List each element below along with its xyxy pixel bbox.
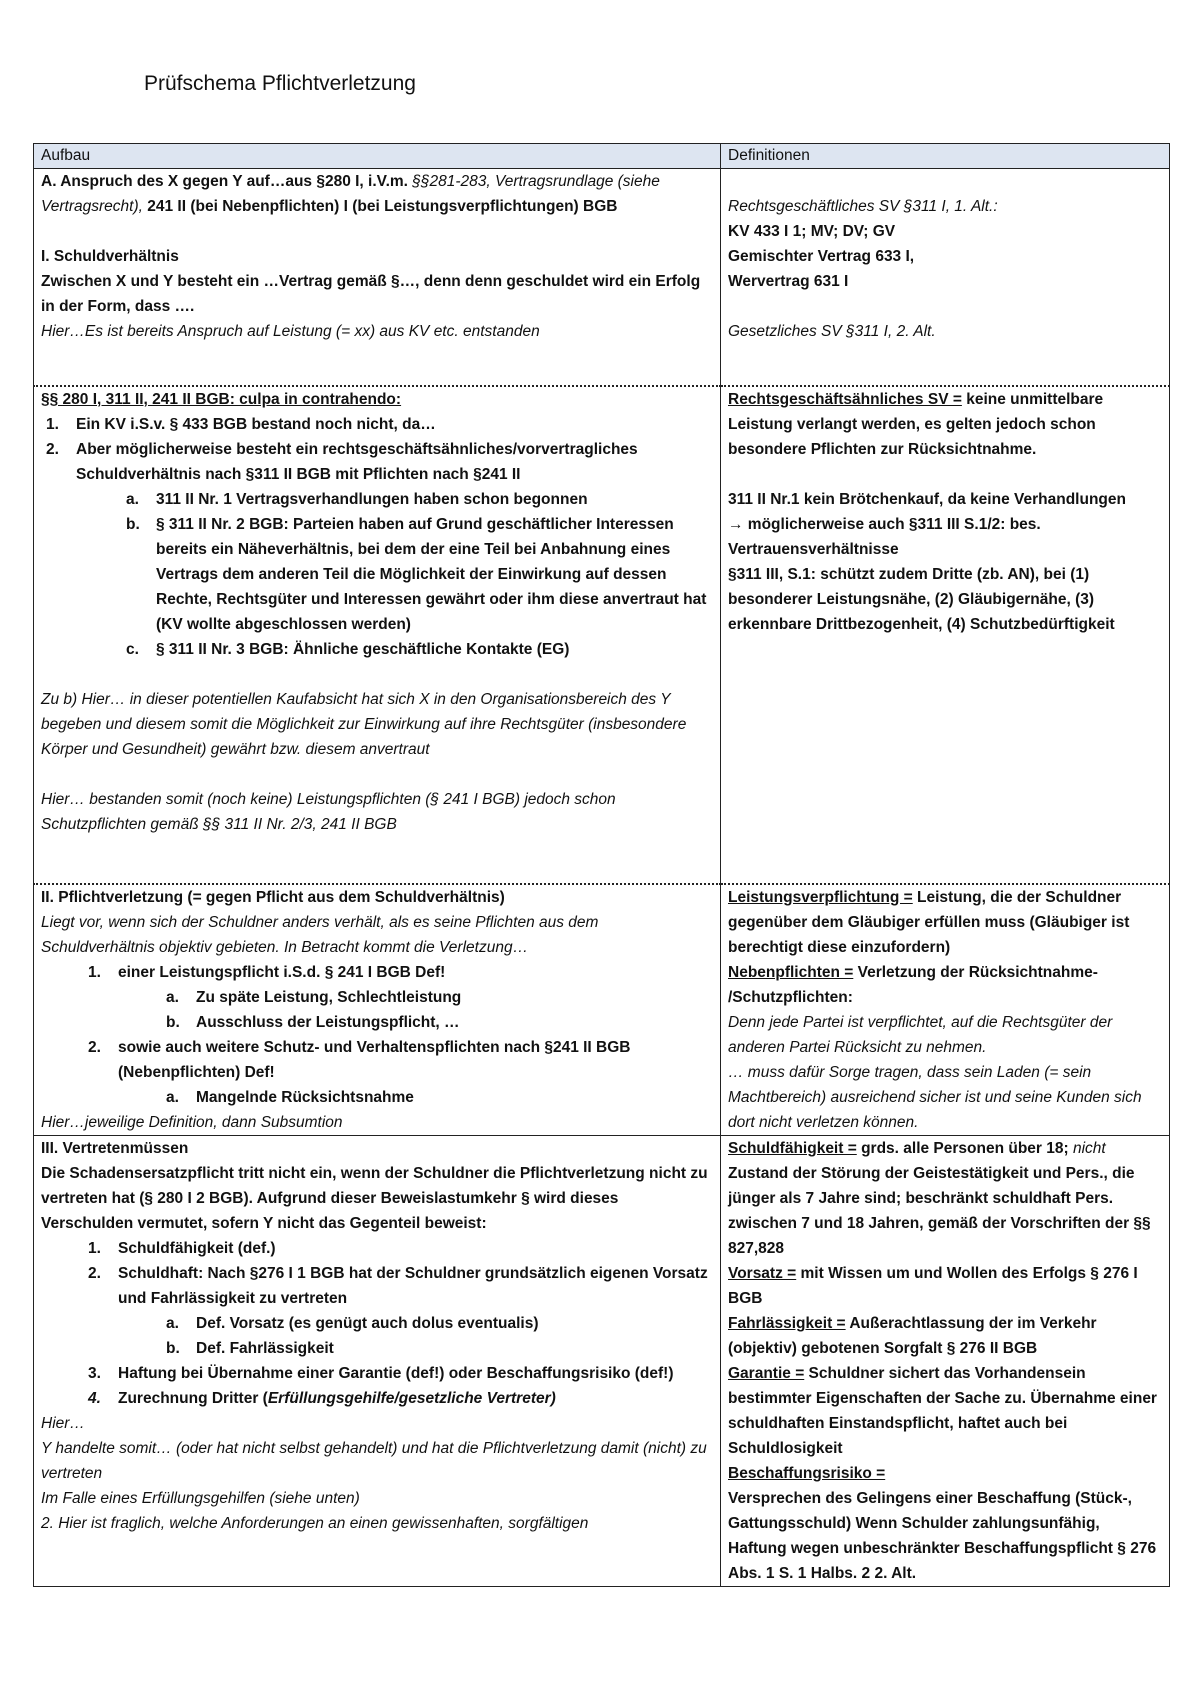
definition-cell (721, 1136, 1170, 1587)
aufbau-cell (34, 1136, 721, 1587)
list-item: b. § 311 II Nr. 2 BGB: Parteien haben auf Grund geschäftlicher Interessen bereits ein Näheverhältnis, bei dem der eine Teil bei Anbahnung eines Vertrags dem anderen Teil die Möglichkeit der Einwirkung auf dessen Rechte, Rechtsgüter und Interessen gewährt oder ihm diese anvertraut hat (126, 515, 707, 608)
list-item: c. § 311 II Nr. 3 BGB: Ähnliche geschäftliche Kontakte (EG) (126, 640, 570, 658)
definition-cell (721, 169, 1170, 386)
def-gesetzlich: Gesetzliches SV §311 I, 2. Alt. (728, 323, 936, 340)
anspruch-heading: A. Anspruch des X gegen Y auf…aus §280 I, i.V.m. §§281-283, Vertragsrundlage (siehe Vertragsrecht), 241 II (bei Nebenpflichten) I (bei Leistungsverpflichtungen) BGB (41, 173, 660, 215)
def-kv: KV 433 I 1; MV; DV; GV (728, 223, 896, 240)
def-nebenpflichten: Nebenpflichten = Verletzung der Rücksichtnahme- /Schutzpflichten: (728, 963, 1098, 1006)
table-row (34, 884, 1170, 1136)
def-rgae-sv: Rechtsgeschäftsähnliches SV = keine unmittelbare Leistung verlangt werden, es gelten jedoch schon besondere Pflichten zur Rücksichtnahme. (728, 390, 1104, 458)
def-ruecksicht: Denn jede Partei ist verpflichtet, auf die Rechtsgüter der anderen Partei Rücksicht zu nehmen. (728, 1013, 1113, 1056)
vertretenmuessen-heading: III. Vertretenmüssen (41, 1140, 189, 1157)
list-item: 2. sowie auch weitere Schutz- und Verhaltenspflichten nach §241 II BGB (Nebenpflichten) Def! (88, 1038, 631, 1081)
list-item: b. Ausschluss der Leistungspflicht, … (166, 1013, 460, 1031)
hier-note: Hier…Es ist bereits Anspruch auf Leistung (= xx) aus KV etc. entstanden (41, 323, 540, 340)
def-beschaffungsrisiko-label: Beschaffungsrisiko = (728, 1465, 886, 1482)
def-vertrauen: → möglicherweise auch §311 III S.1/2: bes. Vertrauensverhältnisse (728, 515, 1041, 558)
def-garantie: Garantie = Schuldner sichert das Vorhandensein bestimmter Eigenschaften der Sache zu. Übernahme einer schuldhaften Einstandspflicht, haftet auch bei Schuldlosigkeit (728, 1365, 1157, 1457)
list-item: 4. Zurechnung Dritter (Erfüllungsgehilfe/gesetzliche Vertreter) (88, 1390, 556, 1407)
kv-note: (KV wollte abgeschlossen werden) (156, 615, 411, 633)
def-laden: … muss dafür Sorge tragen, dass sein Laden (= sein Machtbereich) ausreichend sicher ist und seine Kunden sich dort nicht verletzen können. (728, 1063, 1142, 1131)
def-dritte: §311 III, S.1: schützt zudem Dritte (zb. AN), bei (1) besonderer Leistungsnähe, (2) Gläubigernähe, (3) erkennbare Drittbezogenheit, (4) Schutzbedürftigkeit (728, 565, 1115, 633)
aufbau-cell (34, 169, 721, 386)
def-gemischt: Gemischter Vertrag 633 I, (728, 248, 915, 265)
list-item: 3. Haftung bei Übernahme einer Garantie (def!) oder Beschaffungsrisiko (def!) (88, 1365, 674, 1382)
list-item: a. Mangelnde Rücksichtsnahme (166, 1088, 414, 1106)
hier-note: Hier… (41, 1415, 85, 1432)
def-rechtsgeschaeftlich: Rechtsgeschäftliches SV §311 I, 1. Alt.: (728, 198, 998, 215)
list-item: 1. Ein KV i.S.v. § 433 BGB bestand noch nicht, da… (46, 415, 436, 433)
hier-note: Im Falle eines Erfüllungsgehilfen (siehe unten) (41, 1490, 360, 1507)
header-aufbau: Aufbau (34, 144, 721, 169)
list-item: 2. Aber möglicherweise besteht ein rechtsgeschäftsähnliches/vorvertragliches Schuldverhältnis nach §311 II BGB mit Pflichten nach §241 II (46, 440, 638, 483)
table-row (34, 386, 1170, 884)
def-beschaffungsrisiko: Versprechen des Gelingens einer Beschaffung (Stück-, Gattungsschuld) Wenn Schulder zahlungsunfähig, Haftung wegen unbeschränkter Beschaffungspflicht § 276 Abs. 1 S. 1 Halbs. 2 2. Alt. (728, 1490, 1157, 1582)
list-item: a. Def. Vorsatz (es genügt auch dolus eventualis) (166, 1315, 539, 1332)
def-leistungsverpflichtung: Leistungsverpflichtung = Leistung, die der Schuldner gegenüber dem Gläubiger erfüllen muss (Gläubiger ist berechtigt diese einzufordern) (728, 888, 1130, 956)
pflichtverletzung-intro: Liegt vor, wenn sich der Schuldner anders verhält, als es seine Pflichten aus dem Schuldverhältnis objektiv gebieten. In Betracht kommt die Verletzung… (41, 913, 599, 956)
hier-note: 2. Hier ist fraglich, welche Anforderungen an einen gewissenhaften, sorgfältigen (41, 1515, 589, 1532)
schuldverhaeltnis-heading: I. Schuldverhältnis (41, 248, 179, 265)
zu-b-note: Zu b) Hier… in dieser potentiellen Kaufabsicht hat sich X in den Organisationsbereich des Y begeben und diesem somit die Möglichkeit zur Einwirkung auf ihre Rechtsgüter (insbesondere Körper und Gesundheit) gewährt bzw. diesem anvertraut (41, 690, 687, 758)
schema-table (33, 143, 1170, 1587)
list-item: a. 311 II Nr. 1 Vertragsverhandlungen haben schon begonnen (126, 490, 588, 508)
def-brotchen: 311 II Nr.1 kein Brötchenkauf, da keine Verhandlungen (728, 490, 1126, 508)
vertretenmuessen-intro: Die Schadensersatzpflicht tritt nicht ein, wenn der Schuldner die Pflichtverletzung nicht zu vertreten hat (§ 280 I 2 BGB). Aufgrund dieser Beweislastumkehr § wird dieses Verschulden vermutet, sofern Y nicht das Gegenteil beweist: (41, 1165, 708, 1232)
list-item: 1. einer Leistungspflicht i.S.d. § 241 I BGB Def! (88, 963, 446, 981)
list-item: 1. Schuldfähigkeit (def.) (88, 1240, 276, 1257)
hier-note: Y handelte somit… (oder hat nicht selbst gehandelt) und hat die Pflichtverletzung damit (nicht) zu vertreten (41, 1440, 707, 1482)
list-item: b. Def. Fahrlässigkeit (166, 1340, 334, 1357)
table-row (34, 169, 1170, 386)
hier-note: Hier…jeweilige Definition, dann Subsumtion (41, 1113, 343, 1131)
def-fahrlaessigkeit: Fahrlässigkeit = Außerachtlassung der im Verkehr (objektiv) gebotenen Sorgfalt § 276 II BGB (728, 1315, 1097, 1357)
definition-cell (721, 386, 1170, 884)
schuldverhaeltnis-text: Zwischen X und Y besteht ein …Vertrag gemäß §…, denn denn geschuldet wird ein Erfolg in der Form, dass …. (41, 273, 701, 315)
list-item: 2. Schuldhaft: Nach §276 I 1 BGB hat der Schuldner grundsätzlich eigenen Vorsatz und Fahrlässigkeit zu vertreten (88, 1265, 708, 1307)
pflichtverletzung-heading: II. Pflichtverletzung (= gegen Pflicht aus dem Schuldverhältnis) (41, 888, 505, 906)
header-definitionen: Definitionen (721, 144, 1170, 169)
def-schuldfaehigkeit: Schuldfähigkeit = grds. alle Personen über 18; nicht Zustand der Störung der Geistestätigkeit und Pers., die jünger als 7 Jahre sind; beschränkt schuldhaft Pers. zwischen 7 und 18 Jahren, gemäß der Vorschriften der §§ 827,828 (728, 1140, 1151, 1257)
def-vorsatz: Vorsatz = mit Wissen um und Wollen des Erfolgs § 276 I BGB (728, 1265, 1138, 1307)
cic-heading: §§ 280 I, 311 II, 241 II BGB: culpa in contrahendo: (41, 390, 402, 408)
table-header-row (34, 144, 1170, 169)
hier-note: Hier… bestanden somit (noch keine) Leistungspflichten (§ 241 I BGB) jedoch schon Schutzpflichten gemäß §§ 311 II Nr. 2/3, 241 II BGB (41, 790, 616, 833)
aufbau-cell (34, 884, 721, 1136)
page-title: Prüfschema Pflichtverletzung (144, 72, 416, 95)
def-werkvertrag: Wervertrag 631 I (728, 273, 849, 290)
aufbau-cell (34, 386, 721, 884)
definition-cell (721, 884, 1170, 1136)
table-row (34, 1136, 1170, 1587)
list-item: a. Zu späte Leistung, Schlechtleistung (166, 988, 462, 1006)
